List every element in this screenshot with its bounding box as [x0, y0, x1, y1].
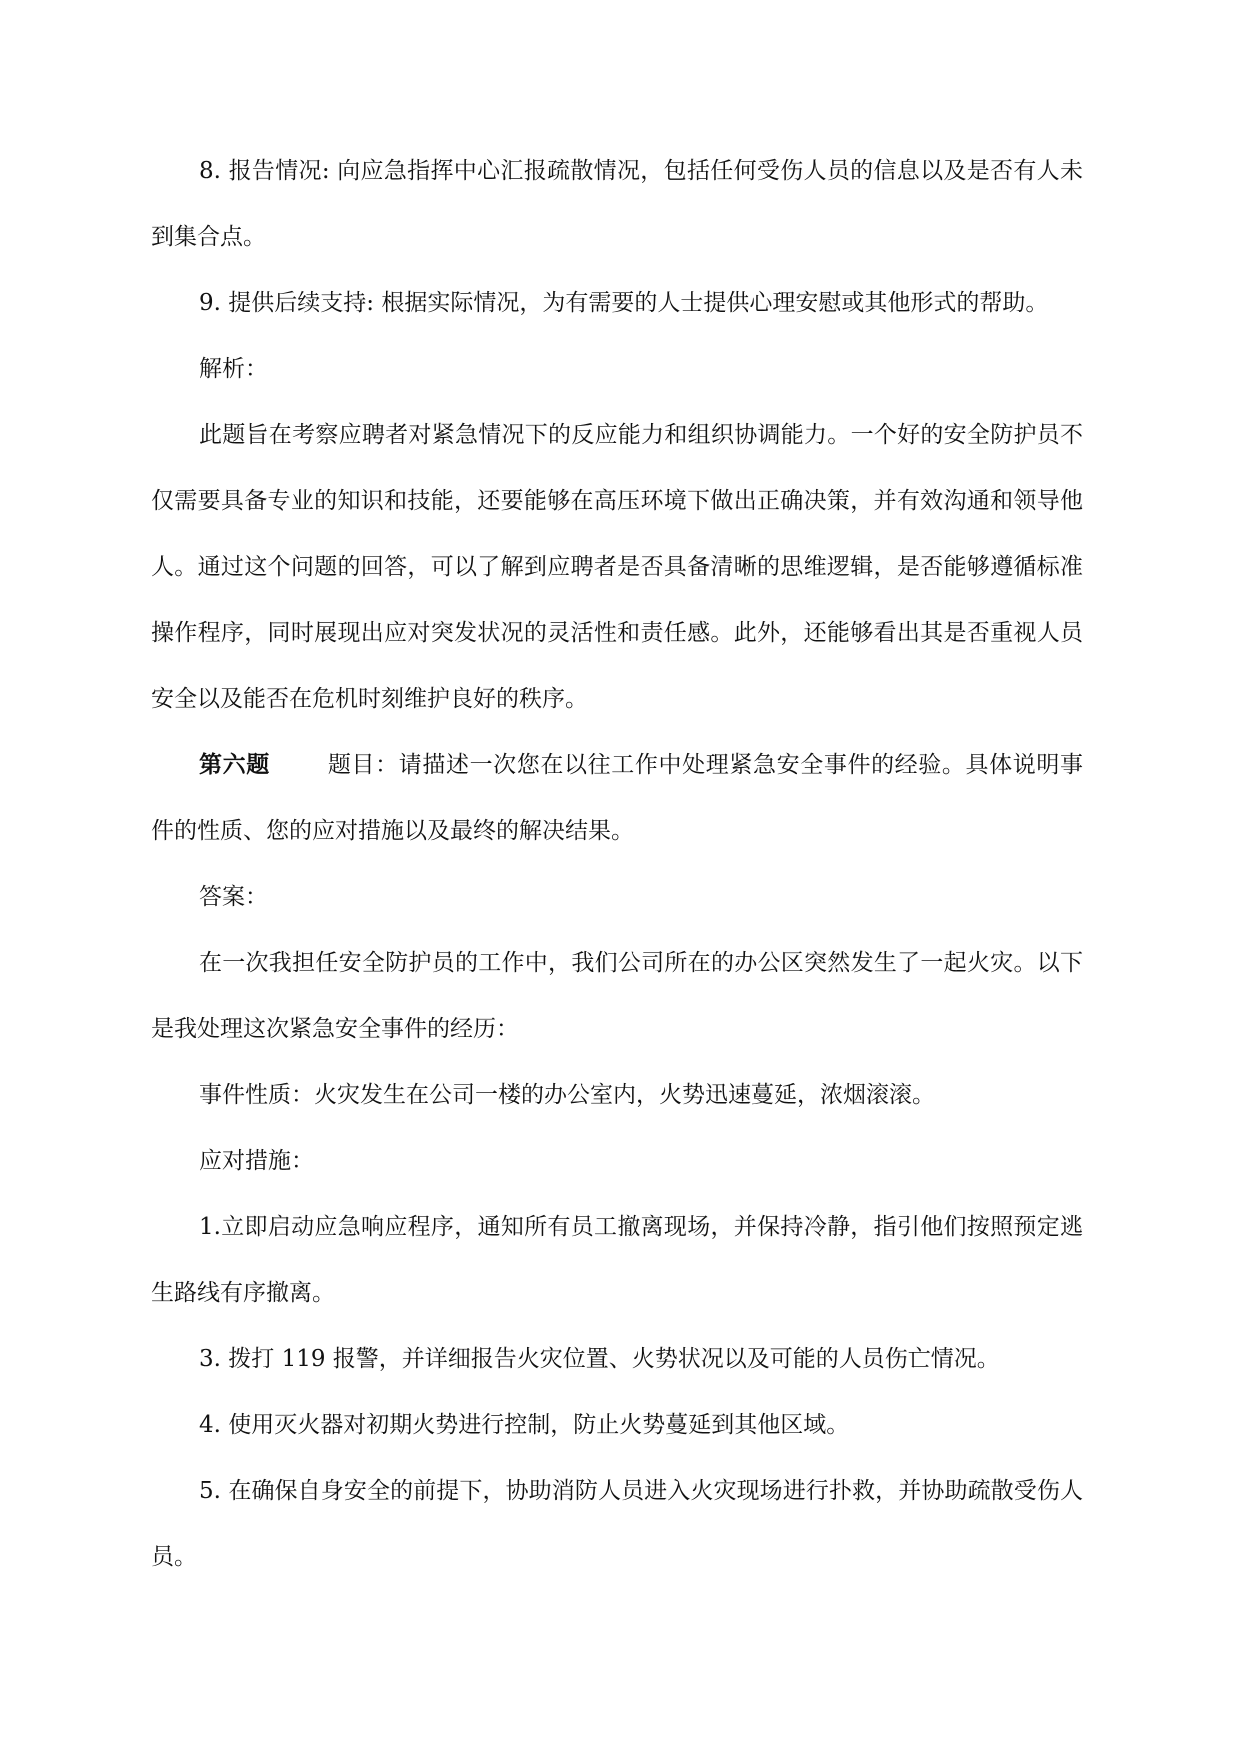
paragraph: 1.立即启动应急响应程序，通知所有员工撤离现场，并保持冷静，指引他们按照预定逃生路线有序撤离。	[151, 1214, 1083, 1306]
document-body	[151, 138, 1083, 1590]
paragraph: 9. 提供后续支持: 根据实际情况，为有需要的人士提供心理安慰或其他形式的帮助。	[199, 290, 1049, 316]
question-heading: 第六题	[199, 751, 270, 778]
paragraph: 在一次我担任安全防护员的工作中，我们公司所在的办公区突然发生了一起火灾。以下是我处理这次紧急安全事件的经历：	[151, 950, 1083, 1042]
question-paragraph	[151, 732, 1083, 864]
paragraph: 解析：	[199, 356, 268, 382]
paragraph: 4. 使用灭火器对初期火势进行控制，防止火势蔓延到其他区域。	[199, 1412, 850, 1438]
question-text: 题目：请描述一次您在以往工作中处理紧急安全事件的经验。具体说明事件的性质、您的应对措施以及最终的解决结果。	[151, 752, 1084, 844]
paragraph: 此题旨在考察应聘者对紧急情况下的反应能力和组织协调能力。一个好的安全防护员不仅需要具备专业的知识和技能，还要能够在高压环境下做出正确决策，并有效沟通和领导他人。通过这个问题的回答，可以了解到应聘者是否具备清晰的思维逻辑，是否能够遵循标准操作程序，同时展现出应对突发状况的灵活性和责任感。此外，还能够看出其是否重视人员安全以及能否在危机时刻维护良好的秩序。	[151, 422, 1083, 712]
paragraph: 5. 在确保自身安全的前提下，协助消防人员进入火灾现场进行扑救，并协助疏散受伤人员。	[151, 1478, 1083, 1570]
paragraph: 事件性质：火灾发生在公司一楼的办公室内，火势迅速蔓延，浓烟滚滚。	[199, 1082, 935, 1108]
paragraph: 答案：	[199, 884, 268, 910]
paragraph: 应对措施：	[199, 1148, 314, 1174]
paragraph: 8. 报告情况: 向应急指挥中心汇报疏散情况，包括任何受伤人员的信息以及是否有人未到集合点。	[151, 158, 1083, 250]
paragraph: 3. 拨打 119 报警，并详细报告火灾位置、火势状况以及可能的人员伤亡情况。	[199, 1346, 1000, 1372]
